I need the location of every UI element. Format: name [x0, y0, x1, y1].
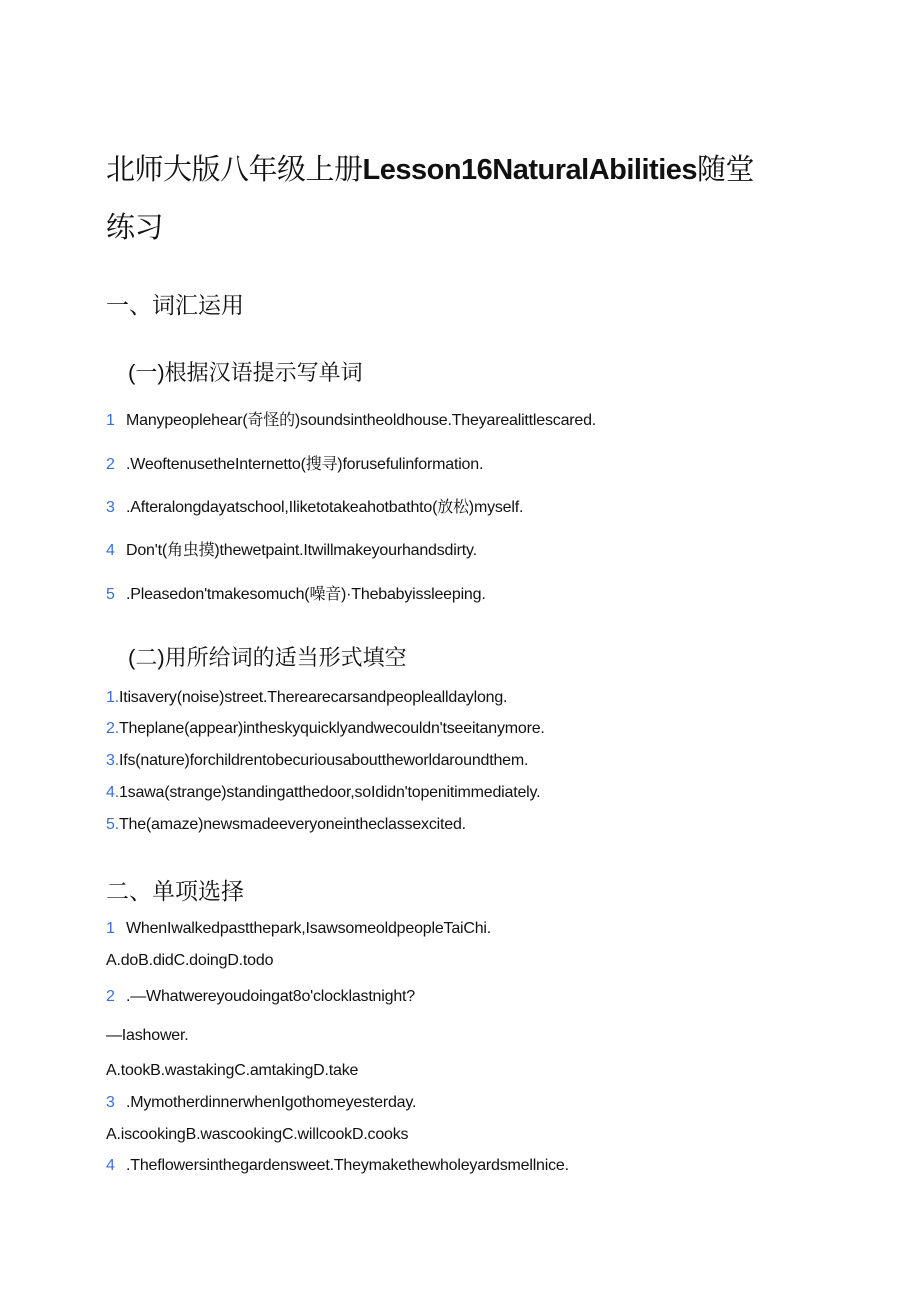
- question-text: .—Whatwereyoudoingat8o'clocklastnight?: [126, 988, 415, 1005]
- item-number: 5.: [106, 816, 119, 833]
- list-item: [106, 581, 486, 604]
- question-number: 4: [106, 1157, 115, 1174]
- title-cn-suffix: 随堂: [697, 154, 755, 186]
- list-item: [106, 816, 466, 834]
- question-3: [106, 1094, 416, 1112]
- item-text: Don't(角虫摸)thewetpaint.Itwillmakeyourhandsdirty.: [126, 542, 477, 559]
- item-text: Theplane(appear)intheskyquicklyandwecouldn'tseeitanymore.: [118, 720, 545, 737]
- item-text: Ifs(nature)forchildrentobecuriousabouttheworldaroundthem.: [118, 752, 529, 769]
- item-number: 1.: [106, 689, 119, 706]
- item-text: Itisavery(noise)street.Therearecarsandpeoplealldaylong.: [118, 689, 508, 706]
- list-item: [106, 537, 477, 560]
- question-2-answer: —Iashower.: [106, 1027, 189, 1044]
- question-4: [106, 1157, 569, 1175]
- list-item: [106, 407, 596, 430]
- list-item: [106, 784, 540, 802]
- item-text: The(amaze)newsmadeeveryoneintheclassexcited.: [118, 816, 466, 833]
- item-number: 5: [106, 586, 115, 603]
- question-2-options: A.tookB.wastakingC.amtakingD.take: [106, 1062, 359, 1079]
- item-text: .Pleasedon'tmakesomuch(噪音)·Thebabyissleeping.: [126, 586, 486, 603]
- question-number: 1: [106, 920, 115, 937]
- item-number: 3.: [106, 752, 119, 769]
- question-number: 3: [106, 1094, 115, 1111]
- part1-heading: (一)根据汉语提示写单词: [128, 360, 363, 385]
- question-3-options: A.iscookingB.wascookingC.willcookD.cooks: [106, 1126, 409, 1143]
- item-text: .WeoftenusetheInternetto(搜寻)forusefulinformation.: [126, 456, 484, 473]
- question-2: [106, 988, 415, 1006]
- item-number: 2: [106, 456, 115, 473]
- item-number: 1: [106, 412, 115, 429]
- question-1: [106, 920, 491, 938]
- item-text: Manypeoplehear(奇怪的)soundsintheoldhouse.Theyarealittlescared.: [126, 412, 597, 429]
- item-text: 1sawa(strange)standingatthedoor,soIdidn'topenitimmediately.: [118, 784, 541, 801]
- question-text: .MymotherdinnerwhenIgothomeyesterday.: [126, 1094, 417, 1111]
- page-title-line2: 练习: [106, 212, 164, 244]
- list-item: [106, 451, 483, 474]
- list-item: [106, 689, 507, 707]
- question-text: WhenIwalkedpastthepark,IsawsomeoldpeopleTaiChi.: [126, 920, 492, 937]
- item-number: 4: [106, 542, 115, 559]
- section2-heading: 二、单项选择: [106, 878, 244, 904]
- item-number: 4.: [106, 784, 119, 801]
- section1-heading: 一、词汇运用: [106, 292, 244, 318]
- item-text: .Afteralongdayatschool,Iliketotakeahotbathto(放松)myself.: [126, 499, 524, 516]
- question-text: .Theflowersinthegardensweet.Theymakethewholeyardsmellnice.: [126, 1157, 569, 1174]
- list-item: [106, 720, 545, 738]
- part2-heading: (二)用所给词的适当形式填空: [128, 645, 407, 670]
- title-cn-prefix: 北师大版八年级上册: [106, 154, 363, 186]
- question-1-options: A.doB.didC.doingD.todo: [106, 952, 274, 969]
- list-item: [106, 494, 523, 517]
- page-title: [106, 147, 754, 188]
- question-number: 2: [106, 988, 115, 1005]
- item-number: 2.: [106, 720, 119, 737]
- title-en: Lesson16NaturalAbilities: [362, 154, 698, 186]
- list-item: [106, 752, 528, 770]
- item-number: 3: [106, 499, 115, 516]
